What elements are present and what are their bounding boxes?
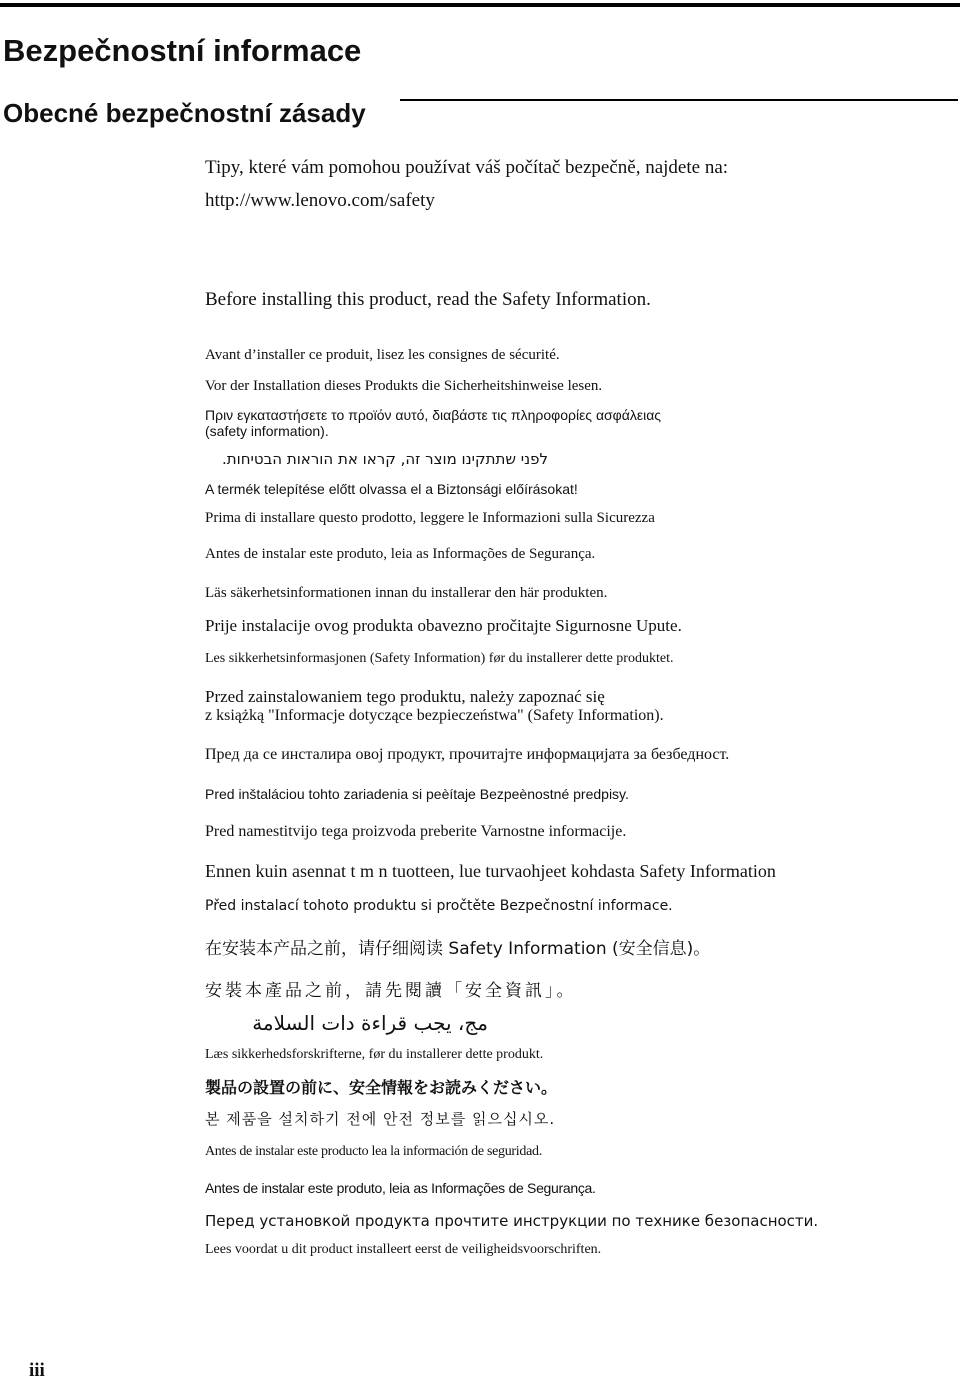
notice-zh-cn: 在安装本产品之前，请仔细阅读 Safety Information (安全信息)。 — [205, 939, 711, 959]
notice-fi: Ennen kuin asennat t m n tuotteen, lue turvaohjeet kohdasta Safety Information — [205, 861, 776, 881]
notice-ko: 본 제품을 설치하기 전에 안전 정보를 읽으십시오. — [205, 1110, 556, 1128]
tips-url-link[interactable]: http://www.lenovo.com/safety — [205, 190, 435, 211]
notice-sv: Läs säkerhetsinformationen innan du installerar den här produkten. — [205, 585, 608, 601]
page-number: iii — [29, 1360, 45, 1381]
notice-en: Before installing this product, read the Safety Information. — [205, 289, 651, 310]
notice-pt: Antes de instalar este produto, leia as Informações de Segurança. — [205, 1180, 596, 1196]
notice-pt-br: Antes de instalar este produto, leia as Informações de Segurança. — [205, 546, 596, 562]
notice-hu: A termék telepítése előtt olvassa el a Biztonsági előírásokat! — [205, 481, 578, 497]
notice-pl-line1: Przed zainstalowaniem tego produktu, należy zapoznać się — [205, 687, 605, 706]
notice-cs: Před instalací tohoto produktu si pročtěte Bezpečnostní informace. — [205, 898, 673, 914]
notice-es: Antes de instalar este producto lea la información de seguridad. — [205, 1144, 542, 1159]
notice-de: Vor der Installation dieses Produkts die Sicherheitshinweise lesen. — [205, 378, 603, 394]
notice-ja: 製品の設置の前に、安全情報をお読みください。 — [205, 1078, 558, 1097]
notice-fr: Avant d’installer ce produit, lisez les consignes de sécurité. — [205, 347, 560, 363]
notice-mk: Пред да се инсталира овој продукт, прочитајте информацијата за безбедност. — [205, 746, 730, 763]
notice-el-line1: Πριν εγκαταστήσετε το προϊόν αυτό, διαβάστε τις πληροφορίες ασφάλειας — [205, 407, 662, 423]
top-rule — [0, 3, 960, 7]
notice-he: לפני שתתקינו מוצר זה, קראו את הוראות הבטיחות. — [222, 450, 548, 468]
notice-no: Les sikkerhetsinformasjonen (Safety Information) før du installerer dette produktet. — [205, 651, 674, 666]
tips-text: Tipy, které vám pomohou používat váš počítač bezpečně, najdete na: — [205, 157, 729, 178]
notice-da: Læs sikkerhedsforskrifterne, før du installerer dette produkt. — [205, 1047, 544, 1062]
notice-nl: Lees voordat u dit product installeert eerst de veiligheidsvoorschriften. — [205, 1242, 602, 1257]
notice-sl: Pred namestitvijo tega proizvoda preberite Varnostne informacije. — [205, 823, 627, 840]
section-title: Obecné bezpečnostní zásady — [3, 98, 366, 128]
notice-el-line2: (safety information). — [205, 423, 329, 439]
notice-pl-line2: z książką "Informacje dotyczące bezpieczeństwa" (Safety Information). — [205, 707, 664, 724]
notice-sk: Pred inštaláciou tohto zariadenia si peèítaje Bezpeènostné predpisy. — [205, 786, 629, 802]
notice-it: Prima di installare questo prodotto, leggere le Informazioni sulla Sicurezza — [205, 510, 655, 526]
notice-ru: Перед установкой продукта прочтите инструкции по технике безопасности. — [205, 1212, 819, 1230]
notice-ar: مج، يجب قراءة دات السلامة — [252, 1011, 488, 1035]
notice-zh-tw: 安裝本產品之前，請先閱讀「安全資訊」。 — [205, 981, 577, 1001]
section-rule — [400, 99, 958, 101]
page-title: Bezpečnostní informace — [3, 33, 362, 68]
notice-hr: Prije instalacije ovog produkta obavezno pročitajte Sigurnosne Upute. — [205, 616, 682, 635]
